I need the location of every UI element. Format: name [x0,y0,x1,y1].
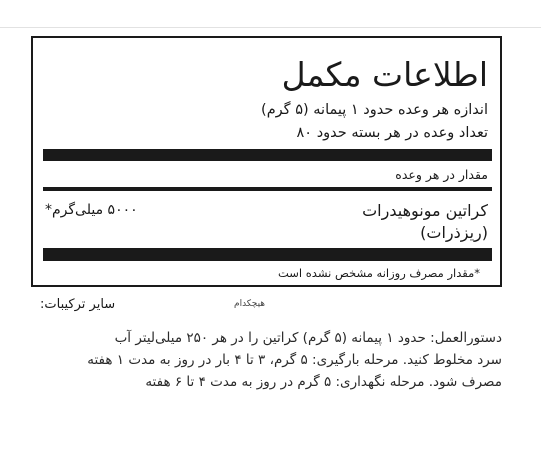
directions-line: مصرف شود. مرحله نگهداری: ۵ گرم در روز به مدت ۴ تا ۶ هفته [145,374,502,390]
servings-per-container: تعداد وعده در هر بسته حدود ۸۰ [296,125,488,141]
facts-title: اطلاعات مکمل [281,55,488,94]
directions-line: دستورالعمل: حدود ۱ پیمانه (۵ گرم) کراتین را در هر ۲۵۰ میلی‌لیتر آب [114,330,502,346]
amount-per-serving-label: مقدار در هر وعده [395,167,488,182]
thick-divider-bottom [43,248,492,261]
directions-line: سرد مخلوط کنید. مرحله بارگیری: ۵ گرم، ۳ تا ۴ بار در روز به مدت ۱ هفته [87,352,502,368]
other-ingredients-value: هیچکدام [234,299,266,309]
ingredient-amount: ۵۰۰۰ میلی‌گرم* [45,202,138,218]
directions-text [24,327,502,393]
thin-divider [43,187,492,191]
thick-divider [43,149,492,161]
daily-value-footnote: *مقدار مصرف روزانه مشخص نشده است [278,266,480,280]
other-ingredients-label: سایر ترکیبات: [40,297,116,312]
supplement-facts-panel [31,36,502,287]
serving-size: اندازه هر وعده حدود ۱ پیمانه (۵ گرم) [261,102,488,118]
ingredient-name: کراتین مونوهیدرات (ریزذرات) [362,201,488,242]
top-divider [0,27,541,28]
